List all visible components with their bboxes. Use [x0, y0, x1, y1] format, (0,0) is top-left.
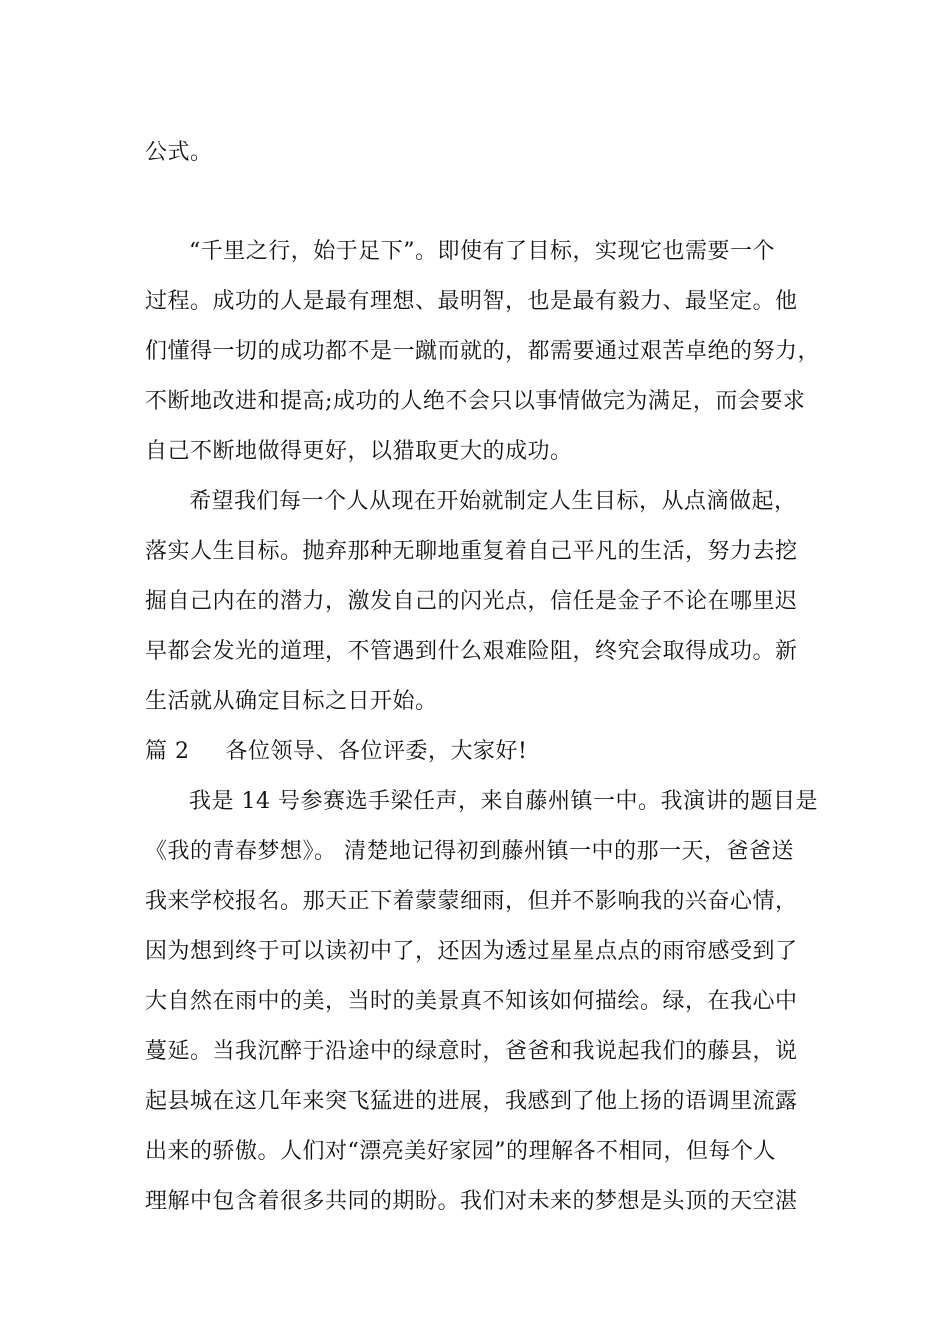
paragraph-line: 我来学校报名。那天正下着蒙蒙细雨，但并不影响我的兴奋心情， [145, 889, 798, 914]
paragraph-line: 我是 14 号参赛选手梁任声，来自藤州镇一中。我演讲的题目是 [189, 789, 818, 814]
paragraph-line: 们懂得一切的成功都不是一蹴而就的，都需要通过艰苦卓绝的努力， [145, 339, 821, 364]
paragraph-line: 掘自己内在的潜力，激发自己的闪光点，信任是金子不论在哪里迟 [145, 589, 798, 614]
paragraph-line: “千里之行，始于足下”。即使有了目标，实现它也需要一个 [189, 239, 775, 264]
paragraph-line: 因为想到终于可以读初中了，还因为透过星星点点的雨帘感受到了 [145, 939, 798, 964]
paragraph-line: 自己不断地做得更好，以猎取更大的成功。 [145, 439, 573, 464]
section-heading [145, 737, 527, 767]
paragraph-line: 生活就从确定目标之日开始。 [145, 689, 438, 714]
paragraph-line: 不断地改进和提高;成功的人绝不会只以事情做完为满足，而会要求 [145, 389, 806, 414]
paragraph-line: 希望我们每一个人从现在开始就制定人生目标，从点滴做起， [189, 489, 797, 514]
paragraph-line: 蔓延。当我沉醉于沿途中的绿意时，爸爸和我说起我们的藤县，说 [145, 1039, 798, 1064]
paragraph-line: 起县城在这几年来突飞猛进的进展，我感到了他上扬的语调里流露 [145, 1089, 798, 1114]
section-label: 篇 2 [145, 739, 190, 764]
paragraph-line: 出来的骄傲。人们对“漂亮美好家园”的理解各不相同，但每个人 [145, 1139, 776, 1164]
paragraph-line: 过程。成功的人是最有理想、最明智，也是最有毅力、最坚定。他 [145, 289, 798, 314]
paragraph-line: 大自然在雨中的美，当时的美景真不知该如何描绘。绿，在我心中 [145, 989, 798, 1014]
paragraph-line: 落实人生目标。抛弃那种无聊地重复着自己平凡的生活，努力去挖 [145, 539, 798, 564]
paragraph-line: 理解中包含着很多共同的期盼。我们对未来的梦想是头顶的天空湛 [145, 1189, 798, 1214]
section-greeting: 各位领导、各位评委，大家好! [225, 739, 528, 764]
paragraph-line: 早都会发光的道理，不管遇到什么艰难险阻，终究会取得成功。新 [145, 639, 798, 664]
paragraph-line: 公式。 [145, 140, 213, 165]
paragraph-line: 《我的青春梦想》。 清楚地记得初到藤州镇一中的那一天，爸爸送 [145, 839, 794, 864]
